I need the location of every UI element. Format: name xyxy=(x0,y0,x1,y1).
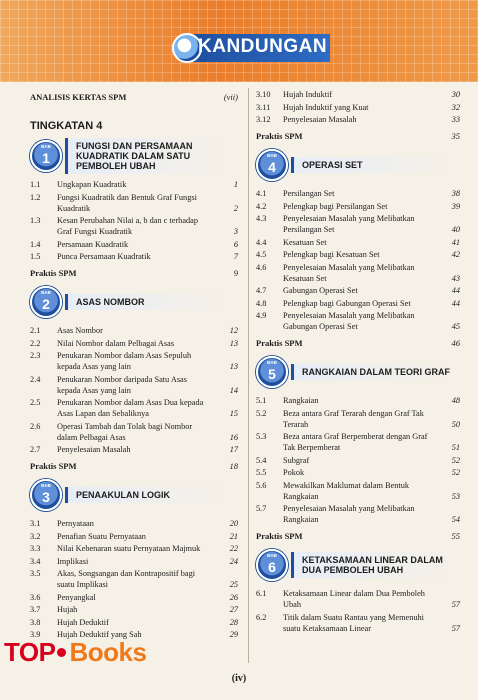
list-item[interactable] xyxy=(256,298,460,309)
item-title: Beza antara Graf Berpemberat dengan Graf Tak Berpemberat xyxy=(283,432,428,452)
chapter-items xyxy=(256,188,460,332)
left-chapter-list xyxy=(30,138,238,640)
item-number: 3.3 xyxy=(30,544,41,553)
item-title: Operasi Tambah dan Tolak bagi Nombor dalam Pelbagai Asas xyxy=(57,421,193,442)
item-page: 13 xyxy=(229,362,238,371)
item-number: 2.2 xyxy=(30,338,41,348)
item-number: 3.6 xyxy=(30,592,41,602)
chapter-6 xyxy=(256,547,460,634)
item-number: 4.7 xyxy=(256,286,267,295)
list-item[interactable] xyxy=(30,397,238,419)
list-item[interactable] xyxy=(256,612,460,634)
item-number: 2.5 xyxy=(30,398,41,407)
bab-label: BAB xyxy=(267,360,277,365)
item-title: Ketaksamaan Linear dalam Dua Pemboleh Ubah xyxy=(283,589,425,609)
list-item[interactable] xyxy=(256,395,460,406)
item-page: 42 xyxy=(451,250,460,259)
bab-badge-icon xyxy=(30,286,62,318)
list-item[interactable] xyxy=(256,262,460,284)
logo-dot-icon xyxy=(57,648,66,657)
item-number: 1.4 xyxy=(30,239,41,249)
item-number: 2.4 xyxy=(30,374,41,384)
item-page: 50 xyxy=(451,419,460,429)
list-item[interactable] xyxy=(256,249,460,260)
list-item[interactable] xyxy=(30,556,238,567)
item-title: Penyangkal xyxy=(57,592,96,602)
chapter-3-continuation xyxy=(256,89,460,143)
item-number: 1.3 xyxy=(30,216,41,225)
list-item[interactable] xyxy=(256,455,460,466)
list-item[interactable] xyxy=(256,201,460,212)
item-page: 32 xyxy=(451,102,460,112)
list-item[interactable] xyxy=(30,604,238,615)
item-page: 39 xyxy=(451,201,460,211)
item-title: Kesatuan Set xyxy=(283,237,327,247)
item-page: 52 xyxy=(451,455,460,465)
praktis-label: Praktis SPM xyxy=(256,338,303,348)
list-item[interactable] xyxy=(256,237,460,248)
item-number: 5.1 xyxy=(256,396,267,405)
item-number: 1.5 xyxy=(30,252,41,261)
item-page: 16 xyxy=(229,432,238,442)
list-item[interactable] xyxy=(256,285,460,296)
praktis-page: 35 xyxy=(451,131,460,141)
chapter-number: 3 xyxy=(42,489,50,505)
praktis-page: 46 xyxy=(451,338,460,348)
item-number: 5.6 xyxy=(256,480,267,490)
list-item[interactable] xyxy=(30,444,238,455)
item-page: 44 xyxy=(451,286,460,295)
chapter-2 xyxy=(30,284,238,473)
chapter-items xyxy=(30,325,238,455)
item-title: Hujah xyxy=(57,605,78,614)
table-of-contents xyxy=(30,88,460,663)
item-page: 41 xyxy=(451,237,460,247)
list-item[interactable] xyxy=(256,431,460,453)
item-page: 15 xyxy=(229,409,238,418)
item-title: Pokok xyxy=(283,468,305,477)
item-title: Nilai Kebenaran suatu Pernyataan Majmuk xyxy=(57,544,201,553)
list-item[interactable] xyxy=(30,325,238,336)
tingkatan-heading: TINGKATAN 4 xyxy=(30,120,103,132)
praktis-page: 55 xyxy=(451,531,460,541)
item-number: 3.4 xyxy=(30,556,41,566)
bab-label: BAB xyxy=(41,144,51,149)
item-page: 7 xyxy=(233,252,238,261)
chapter-heading[interactable] xyxy=(256,147,460,183)
analisis-page: (vii) xyxy=(223,92,238,102)
item-page: 45 xyxy=(451,322,460,331)
list-item[interactable] xyxy=(30,179,238,190)
item-page: 20 xyxy=(229,519,238,528)
item-title: Penyelesaian Masalah xyxy=(283,115,357,124)
item-page: 53 xyxy=(451,491,460,501)
list-item[interactable] xyxy=(30,374,238,396)
item-number: 3.2 xyxy=(30,531,41,541)
item-title: Gabungan Operasi Set xyxy=(283,286,358,295)
list-item[interactable] xyxy=(256,310,460,332)
item-title: Subgraf xyxy=(283,455,310,465)
item-title: Titik dalam Suatu Rantau yang Memenuhi suatu Ketaksamaan Linear xyxy=(283,612,424,633)
item-page: 48 xyxy=(451,396,460,405)
item-number: 6.2 xyxy=(256,612,267,622)
praktis-label: Praktis SPM xyxy=(30,268,77,278)
chapter-heading[interactable] xyxy=(30,284,238,320)
chapter-number: 5 xyxy=(268,366,276,382)
chapter-number: 4 xyxy=(268,159,276,175)
item-title: Penyelesaian Masalah xyxy=(57,445,131,454)
item-number: 4.3 xyxy=(256,214,267,223)
bab-label: BAB xyxy=(267,553,277,558)
logo-part-top: TOP xyxy=(4,637,56,667)
item-page: 52 xyxy=(451,468,460,477)
list-item[interactable] xyxy=(30,338,238,349)
item-page: 44 xyxy=(451,298,460,308)
chapter-items xyxy=(30,179,238,262)
item-number: 3.10 xyxy=(256,90,271,99)
list-item[interactable] xyxy=(30,192,238,214)
item-number: 4.4 xyxy=(256,237,267,247)
item-page: 54 xyxy=(451,515,460,524)
item-number: 3.11 xyxy=(256,102,271,112)
chapter-items xyxy=(30,518,238,640)
item-title: Fungsi Kuadratik dan Bentuk Graf Fungsi Kuadratik xyxy=(57,192,197,213)
item-number: 3.8 xyxy=(30,617,41,627)
right-column xyxy=(256,88,460,635)
item-title: Penukaran Nombor dalam Asas Dua kepada Asas Lapan dan Sebaliknya xyxy=(57,398,204,418)
item-title: Kesan Perubahan Nilai a, b dan c terhadap Graf Fungsi Kuadratik xyxy=(57,216,198,236)
chapter-1 xyxy=(30,138,238,280)
praktis-spm-entry[interactable] xyxy=(30,268,238,280)
item-title: Ungkapan Kuadratik xyxy=(57,180,127,189)
item-title: Hujah Deduktif yang Sah xyxy=(57,630,142,639)
item-page: 25 xyxy=(229,580,238,589)
item-title: Pernyataan xyxy=(57,519,94,528)
item-title: Pelengkap bagi Gabungan Operasi Set xyxy=(283,298,411,308)
item-number: 4.1 xyxy=(256,189,267,198)
chapter-heading[interactable] xyxy=(256,354,460,390)
item-number: 1.2 xyxy=(30,192,41,202)
bab-label: BAB xyxy=(267,153,277,158)
chapter-title: KETAKSAMAAN LINEAR DALAM DUA PEMBOLEH UBAH xyxy=(291,552,460,578)
analisis-label: ANALISIS KERTAS SPM xyxy=(30,92,127,102)
item-page: 57 xyxy=(451,623,460,633)
item-title: Hujah Deduktif xyxy=(57,617,109,627)
list-item[interactable] xyxy=(30,215,238,237)
list-item[interactable] xyxy=(30,350,238,372)
bab-label: BAB xyxy=(41,290,51,295)
praktis-page: 18 xyxy=(229,461,238,471)
page-title: KANDUNGAN xyxy=(198,36,328,57)
bab-badge-icon xyxy=(256,149,288,181)
item-title: Hujah Induktif xyxy=(283,90,333,99)
item-page: 27 xyxy=(229,605,238,614)
item-title: Mewakilkan Maklumat dalam Bentuk Rangkaian xyxy=(283,480,410,501)
topbooks-logo xyxy=(4,637,146,668)
bab-badge-icon xyxy=(30,140,62,172)
item-title: Penyelesaian Masalah yang Melibatkan Rangkaian xyxy=(283,504,415,524)
chapter-number: 6 xyxy=(268,559,276,575)
chapter-title: RANGKAIAN DALAM TEORI GRAF xyxy=(291,364,460,380)
item-number: 6.1 xyxy=(256,589,267,598)
item-page: 38 xyxy=(451,189,460,198)
item-number: 3.5 xyxy=(30,569,41,578)
page-number: (iv) xyxy=(231,673,247,684)
list-item[interactable] xyxy=(256,213,460,235)
item-number: 2.1 xyxy=(30,326,41,335)
item-page: 24 xyxy=(229,556,238,566)
item-title: Rangkaian xyxy=(283,396,319,405)
list-item[interactable] xyxy=(30,543,238,554)
item-number: 4.8 xyxy=(256,298,267,308)
item-title: Penyelesaian Masalah yang Melibatkan Kesatuan Set xyxy=(283,262,415,283)
item-title: Penukaran Nombor dalam Asas Sepuluh kepada Asas yang lain xyxy=(57,351,192,371)
list-item[interactable] xyxy=(30,239,238,250)
list-item[interactable] xyxy=(256,480,460,502)
item-page: 1 xyxy=(233,180,238,189)
analisis-entry[interactable] xyxy=(30,92,238,106)
item-page: 12 xyxy=(229,326,238,335)
praktis-spm-entry[interactable] xyxy=(256,338,460,350)
item-page: 51 xyxy=(451,443,460,452)
item-page: 43 xyxy=(451,273,460,283)
item-page: 6 xyxy=(233,239,238,249)
list-item[interactable] xyxy=(256,503,460,525)
item-page: 28 xyxy=(229,617,238,627)
item-number: 5.3 xyxy=(256,432,267,441)
column-divider xyxy=(248,88,249,663)
chapter-heading[interactable] xyxy=(256,547,460,583)
chapter-number: 1 xyxy=(42,150,50,166)
item-page: 21 xyxy=(229,531,238,541)
item-number: 4.6 xyxy=(256,262,267,272)
item-title: Hujah Induktif yang Kuat xyxy=(283,102,369,112)
bab-label: BAB xyxy=(41,483,51,488)
chapter-title: ASAS NOMBOR xyxy=(65,294,238,310)
item-number: 4.5 xyxy=(256,250,267,259)
list-item[interactable] xyxy=(256,114,460,125)
list-item[interactable] xyxy=(30,421,238,443)
item-title: Implikasi xyxy=(57,556,89,566)
item-number: 3.9 xyxy=(30,630,41,639)
item-title: Persamaan Kuadratik xyxy=(57,239,129,249)
item-title: Akas, Songsangan dan Kontrapositif bagi suatu Implikasi xyxy=(57,569,196,589)
list-item[interactable] xyxy=(256,102,460,113)
chapter-3 xyxy=(30,477,238,640)
list-item[interactable] xyxy=(30,518,238,529)
chapter-number: 2 xyxy=(42,296,50,312)
item-title: Pelengkap bagi Kesatuan Set xyxy=(283,250,380,259)
item-page: 26 xyxy=(229,592,238,602)
item-title: Asas Nombor xyxy=(57,326,103,335)
list-item[interactable] xyxy=(30,568,238,590)
item-title: Persilangan Set xyxy=(283,189,335,198)
chapter-title: PENAAKULAN LOGIK xyxy=(65,487,238,503)
item-number: 2.7 xyxy=(30,445,41,454)
list-item[interactable] xyxy=(256,467,460,478)
praktis-page: 9 xyxy=(233,268,238,278)
left-column xyxy=(30,88,238,642)
item-page: 14 xyxy=(229,385,238,395)
item-page: 30 xyxy=(451,90,460,99)
item-page: 29 xyxy=(229,630,238,639)
item-number: 5.7 xyxy=(256,504,267,513)
item-number: 4.2 xyxy=(256,201,267,211)
chapter-heading[interactable] xyxy=(30,138,238,174)
chapter-items xyxy=(256,588,460,634)
item-page: 40 xyxy=(451,225,460,234)
item-number: 1.1 xyxy=(30,180,41,189)
list-item[interactable] xyxy=(256,408,460,430)
praktis-spm-entry[interactable] xyxy=(30,461,238,473)
praktis-label: Praktis SPM xyxy=(256,131,303,141)
list-item[interactable] xyxy=(256,588,460,610)
item-title: Punca Persamaan Kuadratik xyxy=(57,252,151,261)
list-item[interactable] xyxy=(30,531,238,542)
item-number: 4.9 xyxy=(256,311,267,320)
bab-badge-icon xyxy=(256,549,288,581)
item-page: 13 xyxy=(229,338,238,348)
bab-badge-icon xyxy=(30,479,62,511)
item-number: 3.1 xyxy=(30,519,41,528)
chapter-items xyxy=(256,395,460,525)
item-number: 5.2 xyxy=(256,408,267,418)
item-title: Penyelesaian Masalah yang Melibatkan Persilangan Set xyxy=(283,214,415,234)
right-chapter-list xyxy=(256,147,460,634)
header-banner xyxy=(0,0,478,82)
item-page: 17 xyxy=(229,445,238,454)
list-item[interactable] xyxy=(256,188,460,199)
item-number: 5.4 xyxy=(256,455,267,465)
chapter-title: FUNGSI DAN PERSAMAAN KUADRATIK DALAM SATU PEMBOLEH UBAH xyxy=(65,138,238,174)
item-title: Penyelesaian Masalah yang Melibatkan Gabungan Operasi Set xyxy=(283,311,415,331)
item-page: 2 xyxy=(233,203,238,213)
chapter-heading[interactable] xyxy=(30,477,238,513)
item-page: 22 xyxy=(229,544,238,553)
praktis-label: Praktis SPM xyxy=(30,461,77,471)
item-page: 33 xyxy=(451,115,460,124)
praktis-spm-entry[interactable] xyxy=(256,131,460,143)
chapter-5 xyxy=(256,354,460,543)
item-title: Penukaran Nombor daripada Satu Asas kepada Asas yang lain xyxy=(57,374,187,395)
bab-badge-icon xyxy=(256,356,288,388)
list-item[interactable] xyxy=(30,592,238,603)
item-number: 3.7 xyxy=(30,605,41,614)
item-title: Nilai Nombor dalam Pelbagai Asas xyxy=(57,338,175,348)
item-title: Beza antara Graf Terarah dengan Graf Tak Terarah xyxy=(283,408,424,429)
list-item[interactable] xyxy=(30,617,238,628)
list-item[interactable] xyxy=(256,89,460,100)
praktis-label: Praktis SPM xyxy=(256,531,303,541)
item-title: Penafian Suatu Pernyataan xyxy=(57,531,146,541)
chapter-title: OPERASI SET xyxy=(291,157,460,173)
item-title: Pelengkap bagi Persilangan Set xyxy=(283,201,388,211)
list-item[interactable] xyxy=(30,251,238,262)
item-page: 57 xyxy=(451,600,460,609)
item-number: 2.6 xyxy=(30,421,41,431)
chapter-4 xyxy=(256,147,460,350)
item-number: 5.5 xyxy=(256,468,267,477)
item-page: 3 xyxy=(233,227,238,236)
item-number: 2.3 xyxy=(30,351,41,360)
logo-part-books: Books xyxy=(69,637,147,667)
item-number: 3.12 xyxy=(256,115,271,124)
praktis-spm-entry[interactable] xyxy=(256,531,460,543)
